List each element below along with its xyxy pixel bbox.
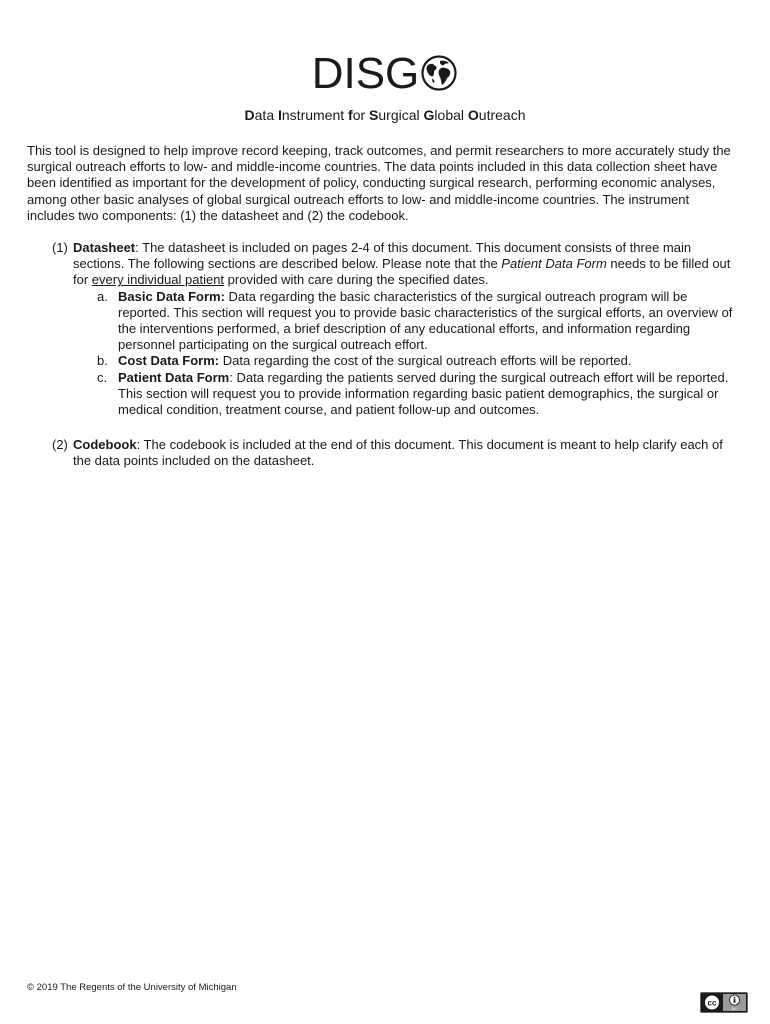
- term-datasheet: Datasheet: [73, 240, 136, 255]
- sub-item-cost-data-form: b. Cost Data Form: Data regarding the cost of the surgical outreach efforts will be reported.: [97, 353, 632, 369]
- intro-paragraph: This tool is designed to help improve record keeping, track outcomes, and permit researchers to more accurately study the surgical outreach efforts to low- and middle-income countries. The data points included in this data collection sheet have been identified as important for the development of policy, conducting surgical research, performing economic analyses, among other basic analyses of global surgical outreach efforts to low- and middle-income countries. The instrument includes two components: (1) the datasheet and (2) the codebook.: [27, 143, 731, 223]
- globe-icon: [420, 52, 458, 90]
- underlined-phrase: every individual patient: [91, 272, 225, 288]
- sub-item-basic-data-form: a. Basic Data Form: Data regarding the basic characteristics of the surgical outreach program will be reported. This section will request you to provide basic characteristics of the surgical efforts, an overview of the interventions performed, a brief description of any educational efforts, and information regarding personnel participating on the surgical outreach effort.: [97, 288, 733, 353]
- list-item-body: Datasheet: The datasheet is included on pages 2-4 of this document. This document consists of three main sections. The following sections are described below. Please note that the Patient Data Form needs to be filled out for every individual patient provided with care during the specified dates.: [73, 240, 731, 288]
- list-item-body: Codebook: The codebook is included at the end of this document. This document is meant to help clarify each of the data points included on the datasheet.: [73, 437, 723, 469]
- subtitle: Data Instrument for Surgical Global Outreach: [244, 107, 526, 123]
- copyright-footer: © 2019 The Regents of the University of Michigan: [27, 982, 237, 993]
- list-item-codebook: [52, 437, 742, 469]
- disgo-logo: [0, 48, 770, 100]
- patient-data-form-ref: Patient Data Form: [501, 256, 607, 272]
- list-number: (2): [52, 437, 68, 452]
- list-item-datasheet: [52, 240, 742, 418]
- logo-text: DISG: [311, 49, 420, 98]
- term-codebook: Codebook: [73, 437, 137, 452]
- sub-item-patient-data-form: c. Patient Data Form: Data regarding the patients served during the surgical outreach effort will be reported. This section will request you to provide information regarding basic patient demographics, the surgical or medical condition, treatment course, and patient follow-up and outcomes.: [97, 369, 729, 418]
- svg-text:BY: BY: [731, 1006, 738, 1011]
- list-number: (1): [52, 240, 68, 255]
- creative-commons-by-icon[interactable]: [700, 992, 748, 1013]
- svg-text:cc: cc: [707, 998, 717, 1008]
